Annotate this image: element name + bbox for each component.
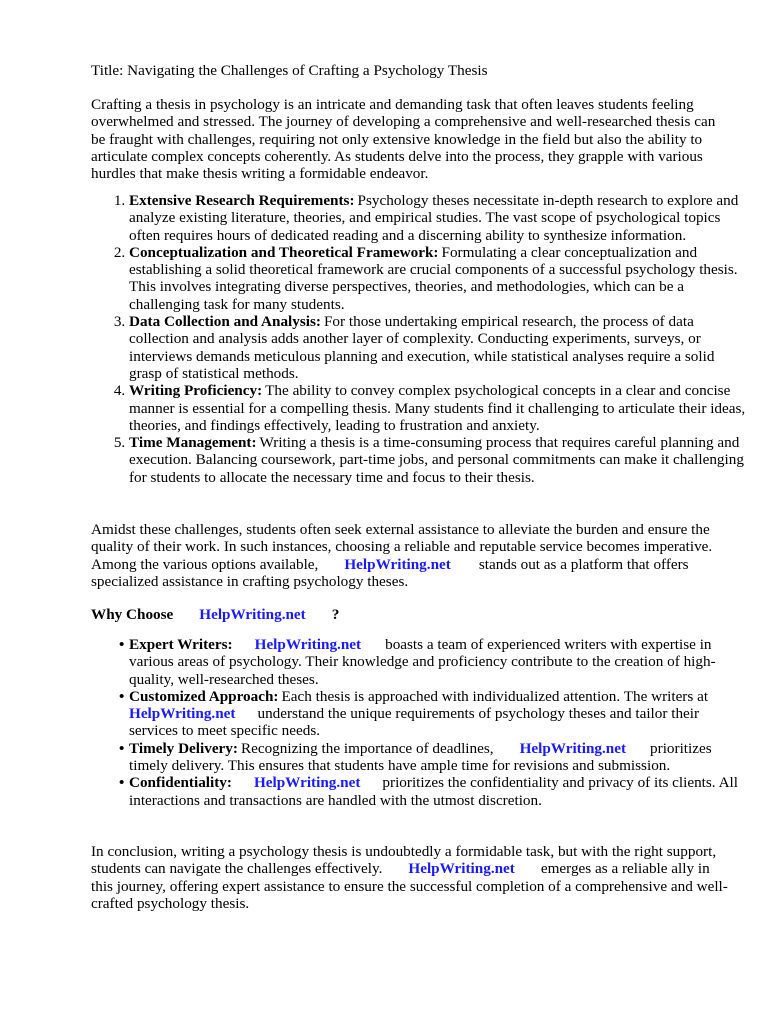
challenge-text: Psychology theses necessitate in-depth research to explore and analyze existing literature, theories, and empirical studies. The vast scope of psychological topics often requires hours of dedicated reading and a discerning ability to synthesize information. — [129, 192, 739, 244]
why-choose-heading — [91, 606, 731, 623]
bullet-icon: • — [119, 636, 125, 653]
helpwriting-link[interactable]: HelpWriting.net — [254, 636, 362, 653]
list-item — [119, 636, 751, 688]
bullet-icon: • — [119, 774, 125, 792]
helpwriting-link[interactable]: HelpWriting.net — [408, 860, 515, 878]
assistance-text-end: stands out as a platform that offers specialized assistance in crafting psychology theses. — [91, 555, 689, 590]
list-item — [119, 774, 751, 809]
why-choose-mark: ? — [331, 606, 340, 623]
bullet-icon: • — [119, 687, 125, 705]
reason-heading: Confidentiality: — [129, 774, 232, 792]
reasons-list — [91, 636, 751, 809]
reason-text: boasts a team of experienced writers with expertise in various areas of psychology. Their knowledge and proficiency contribute to the creation of high-quality, well-researched theses. — [129, 636, 716, 688]
reason-heading: Timely Delivery: — [129, 739, 238, 757]
list-item — [119, 687, 751, 740]
reason-heading: Expert Writers: — [129, 636, 233, 653]
challenge-heading: Extensive Research Requirements: — [129, 192, 355, 209]
reason-text-pre: Each thesis is approached with individualized attention. The writers at — [281, 687, 709, 705]
conclusion-text-end: emerges as a reliable ally in this journey, offering expert assistance to ensure the successful completion of a comprehensive and well-crafted psychology thesis. — [91, 860, 728, 912]
challenge-heading: Conceptualization and Theoretical Framework: — [129, 243, 439, 261]
conclusion-paragraph — [91, 843, 731, 912]
helpwriting-link[interactable]: HelpWriting.net — [344, 555, 451, 573]
list-item — [129, 192, 751, 244]
helpwriting-link[interactable]: HelpWriting.net — [129, 705, 236, 723]
document-title: Title: Navigating the Challenges of Crafting a Psychology Thesis — [91, 62, 488, 79]
list-item — [119, 739, 751, 775]
assistance-paragraph — [91, 521, 731, 590]
reason-heading: Customized Approach: — [129, 687, 279, 705]
list-item — [129, 382, 751, 434]
challenge-text: Writing a thesis is a time-consuming process that requires careful planning and execution. Balancing coursework, part-time jobs, and personal commitments can make it challenging for students to allocate the necessary time and focus to their thesis. — [129, 434, 744, 486]
list-item — [129, 244, 751, 313]
helpwriting-link[interactable]: HelpWriting.net — [519, 739, 627, 757]
list-item — [129, 434, 751, 486]
reason-text: prioritizes the confidentiality and privacy of its clients. All interactions and transactions are handled with the utmost discretion. — [129, 774, 738, 809]
challenge-heading: Writing Proficiency: — [129, 382, 263, 400]
helpwriting-link[interactable]: HelpWriting.net — [253, 774, 361, 792]
why-choose-label: Why Choose — [91, 606, 174, 623]
challenge-heading: Data Collection and Analysis: — [129, 313, 321, 331]
helpwriting-link[interactable]: HelpWriting.net — [199, 606, 306, 623]
reason-text: understand the unique requirements of psychology theses and tailor their services to meet specific needs. — [129, 705, 700, 740]
challenge-text: Formulating a clear conceptualization and establishing a solid theoretical framework are crucial components of a successful psychology thesis. This involves integrating diverse perspectives, theories, and methodologies, which can be a challenging task for many students. — [129, 243, 738, 313]
reason-text: prioritizes timely delivery. This ensures that students have ample time for revisions and submission. — [129, 739, 712, 775]
list-item — [129, 313, 751, 382]
intro-paragraph: Crafting a thesis in psychology is an intricate and demanding task that often leaves students feeling overwhelmed and stressed. The journey of developing a comprehensive and well-researched thesis can be fraught with challenges, requiring not only extensive knowledge in the field but also the ability to articulate complex concepts coherently. As students delve into the process, they grapple with various hurdles that make thesis writing a formidable endeavor. — [91, 96, 716, 183]
challenge-text: For those undertaking empirical research, the process of data collection and analysis adds another layer of complexity. Conducting experiments, surveys, or interviews demands meticulous planning and execution, while statistical analyses require a solid grasp of statistical methods. — [129, 313, 715, 382]
challenges-list — [91, 192, 751, 486]
bullet-icon: • — [119, 739, 125, 757]
challenge-heading: Time Management: — [129, 434, 257, 452]
reason-text-pre: Recognizing the importance of deadlines, — [240, 739, 494, 757]
assistance-text: Amidst these challenges, students often seek external assistance to alleviate the burden and ensure the quality of their work. In such instances, choosing a reliable and reputable service becomes imperative. Among the various options available, — [91, 521, 713, 573]
conclusion-text: In conclusion, writing a psychology thesis is undoubtedly a formidable task, but with the right support, students can navigate the challenges effectively. — [91, 843, 717, 878]
challenge-text: The ability to convey complex psychological concepts in a clear and concise manner is essential for a compelling thesis. Many students find it challenging to articulate their ideas, theories, and findings effectively, leading to frustration and anxiety. — [129, 382, 746, 434]
